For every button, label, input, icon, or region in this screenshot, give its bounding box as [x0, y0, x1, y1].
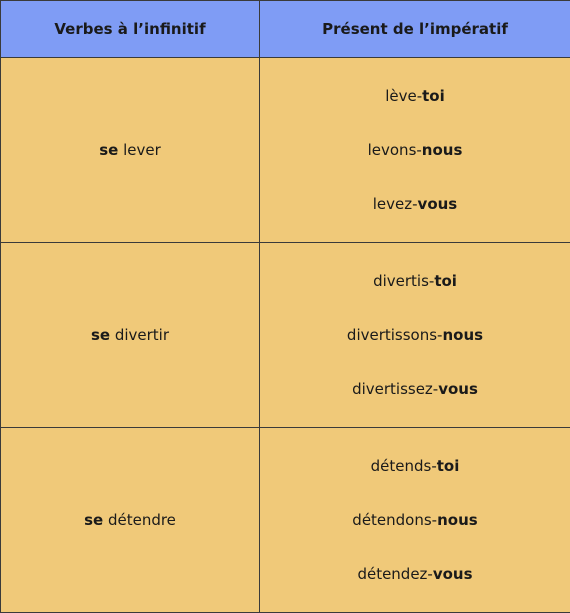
form-pronoun: vous: [433, 565, 473, 583]
imperative-form: [368, 139, 463, 162]
infinitive-verb: détendre: [108, 511, 176, 529]
form-pronoun: nous: [422, 141, 463, 159]
infinitive-cell: [1, 58, 260, 243]
form-stem: détendez-: [357, 565, 432, 583]
form-pronoun: vous: [438, 380, 478, 398]
form-stem: divertissons-: [347, 326, 443, 344]
form-pronoun: nous: [442, 326, 483, 344]
imperative-form: [373, 270, 457, 293]
imperative-forms: [260, 455, 570, 586]
reflexive-pronoun: se: [84, 511, 103, 529]
form-stem: levons-: [368, 141, 422, 159]
form-stem: lève-: [385, 87, 422, 105]
form-stem: divertissez-: [352, 380, 438, 398]
imperative-cell: [260, 58, 570, 243]
form-stem: levez-: [373, 195, 418, 213]
reflexive-pronoun: se: [99, 141, 118, 159]
reflexive-pronoun: se: [91, 326, 110, 344]
imperative-cell: [260, 428, 570, 613]
form-stem: détendons-: [352, 511, 437, 529]
header-row: [1, 1, 570, 58]
imperative-form: [347, 324, 483, 347]
imperative-forms: [260, 270, 570, 401]
infinitive-cell: [1, 243, 260, 428]
table-row: [1, 428, 570, 613]
form-stem: divertis-: [373, 272, 434, 290]
imperative-form: [357, 563, 472, 586]
imperative-form: [352, 378, 478, 401]
header-imperative: Présent de l’impératif: [260, 1, 570, 58]
infinitive-verb: divertir: [115, 326, 169, 344]
imperative-form: [385, 85, 445, 108]
table-row: [1, 243, 570, 428]
form-pronoun: toi: [437, 457, 460, 475]
infinitive-verb: lever: [123, 141, 161, 159]
infinitive-cell: [1, 428, 260, 613]
imperative-forms: [260, 85, 570, 216]
form-pronoun: nous: [437, 511, 478, 529]
imperative-cell: [260, 243, 570, 428]
imperative-form: [371, 455, 460, 478]
form-stem: détends-: [371, 457, 437, 475]
form-pronoun: vous: [418, 195, 458, 213]
table-row: [1, 58, 570, 243]
imperative-form: [373, 193, 458, 216]
form-pronoun: toi: [434, 272, 457, 290]
form-pronoun: toi: [422, 87, 445, 105]
header-infinitive: Verbes à l’infinitif: [1, 1, 260, 58]
imperative-form: [352, 509, 477, 532]
